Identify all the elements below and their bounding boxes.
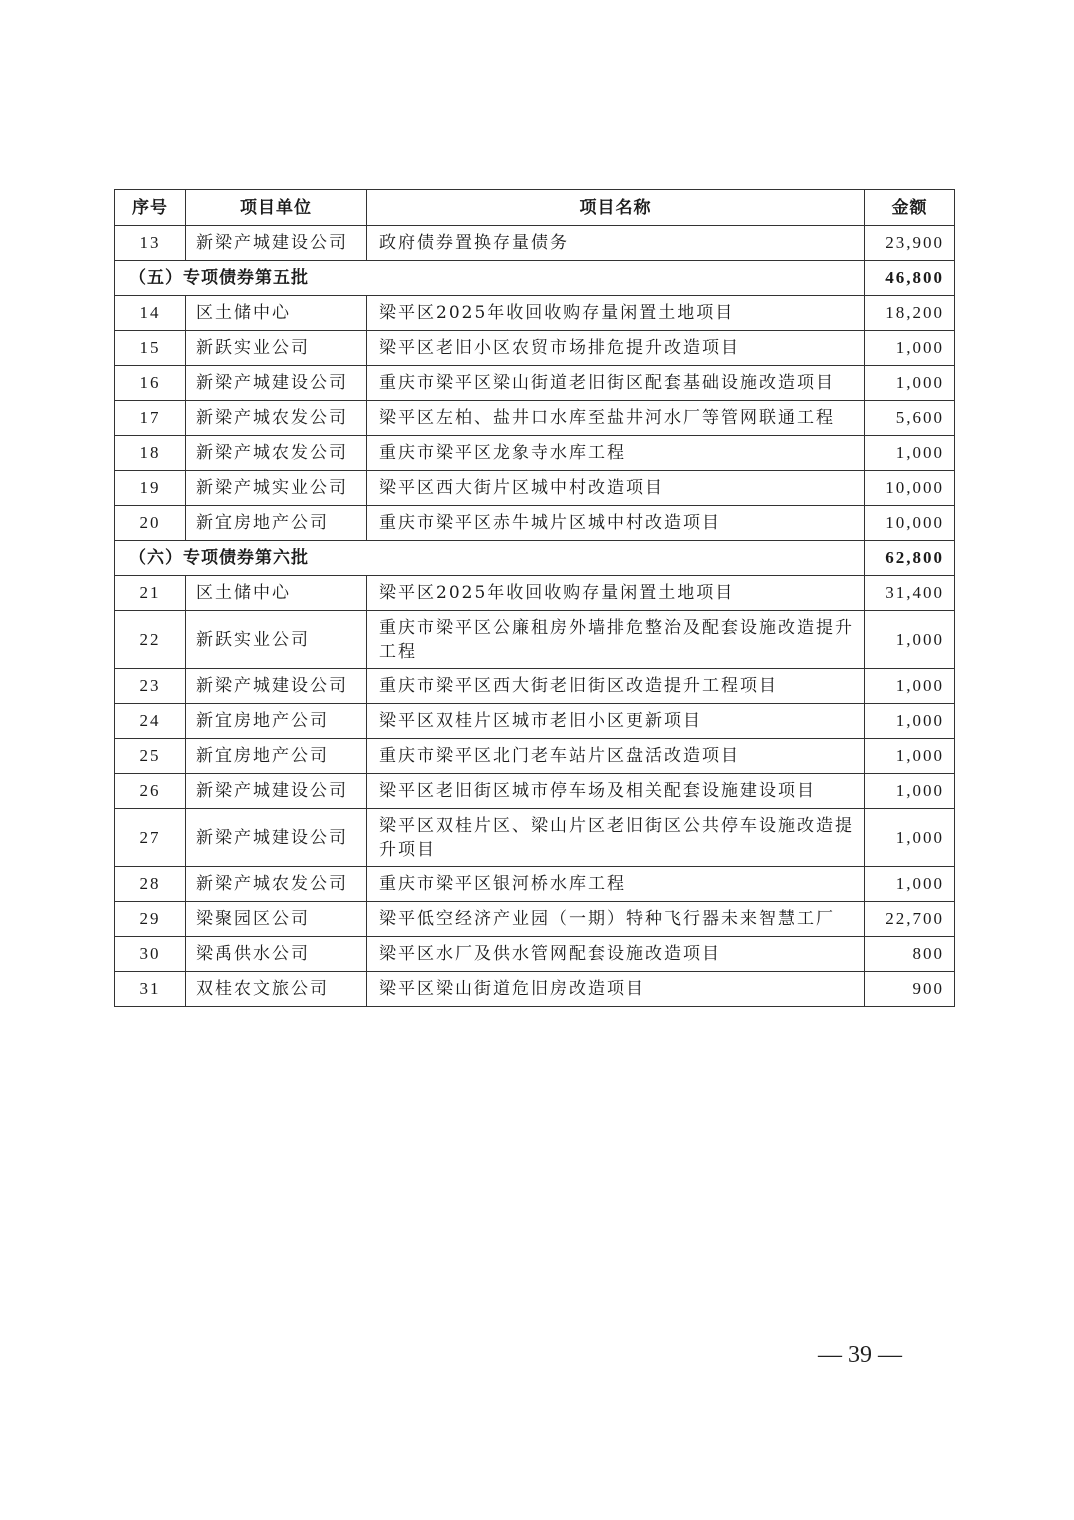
project-unit: 新梁产城实业公司 (186, 471, 367, 506)
row-number: 30 (115, 937, 186, 972)
project-amount: 5,600 (865, 401, 955, 436)
project-unit: 新梁产城农发公司 (186, 867, 367, 902)
project-unit: 新梁产城建设公司 (186, 226, 367, 261)
project-name: 梁平区老旧小区农贸市场排危提升改造项目 (367, 331, 865, 366)
table-row (115, 809, 955, 867)
project-unit: 新跃实业公司 (186, 331, 367, 366)
row-number: 23 (115, 669, 186, 704)
section-amount: 62,800 (865, 541, 955, 576)
table-row (115, 436, 955, 471)
project-amount: 10,000 (865, 471, 955, 506)
project-unit: 新宜房地产公司 (186, 506, 367, 541)
project-unit: 梁聚园区公司 (186, 902, 367, 937)
section-row (115, 261, 955, 296)
table-body (115, 226, 955, 1007)
project-name: 政府债券置换存量债务 (367, 226, 865, 261)
table-row (115, 331, 955, 366)
row-number: 31 (115, 972, 186, 1007)
project-amount: 900 (865, 972, 955, 1007)
header-name: 项目名称 (367, 190, 865, 226)
row-number: 27 (115, 809, 186, 867)
project-unit: 新梁产城建设公司 (186, 809, 367, 867)
project-amount: 800 (865, 937, 955, 972)
table-row (115, 296, 955, 331)
project-amount: 1,000 (865, 331, 955, 366)
project-name: 重庆市梁平区公廉租房外墙排危整治及配套设施改造提升工程 (367, 611, 865, 669)
project-amount: 22,700 (865, 902, 955, 937)
project-amount: 1,000 (865, 774, 955, 809)
section-amount: 46,800 (865, 261, 955, 296)
project-name: 梁平区西大街片区城中村改造项目 (367, 471, 865, 506)
section-row (115, 541, 955, 576)
row-number: 18 (115, 436, 186, 471)
row-number: 17 (115, 401, 186, 436)
project-unit: 新梁产城建设公司 (186, 366, 367, 401)
project-name: 梁平区水厂及供水管网配套设施改造项目 (367, 937, 865, 972)
row-number: 16 (115, 366, 186, 401)
project-unit: 梁禹供水公司 (186, 937, 367, 972)
project-amount: 1,000 (865, 704, 955, 739)
project-amount: 23,900 (865, 226, 955, 261)
project-name: 梁平区老旧街区城市停车场及相关配套设施建设项目 (367, 774, 865, 809)
section-label: （五）专项债券第五批 (115, 261, 865, 296)
row-number: 26 (115, 774, 186, 809)
row-number: 28 (115, 867, 186, 902)
project-name: 梁平区梁山街道危旧房改造项目 (367, 972, 865, 1007)
header-amount: 金额 (865, 190, 955, 226)
table-row (115, 902, 955, 937)
row-number: 19 (115, 471, 186, 506)
row-number: 20 (115, 506, 186, 541)
project-amount: 1,000 (865, 436, 955, 471)
project-name: 梁平区双桂片区、梁山片区老旧街区公共停车设施改造提升项目 (367, 809, 865, 867)
table-row (115, 774, 955, 809)
table-row (115, 471, 955, 506)
project-name: 重庆市梁平区西大街老旧街区改造提升工程项目 (367, 669, 865, 704)
row-number: 25 (115, 739, 186, 774)
project-unit: 新宜房地产公司 (186, 739, 367, 774)
project-unit: 新梁产城农发公司 (186, 436, 367, 471)
row-number: 15 (115, 331, 186, 366)
table-row (115, 506, 955, 541)
header-unit: 项目单位 (186, 190, 367, 226)
row-number: 29 (115, 902, 186, 937)
project-amount: 1,000 (865, 611, 955, 669)
row-number: 24 (115, 704, 186, 739)
project-amount: 1,000 (865, 366, 955, 401)
project-name: 重庆市梁平区龙象寺水库工程 (367, 436, 865, 471)
section-label: （六）专项债券第六批 (115, 541, 865, 576)
table-row (115, 226, 955, 261)
project-name: 重庆市梁平区梁山街道老旧街区配套基础设施改造项目 (367, 366, 865, 401)
table-row (115, 669, 955, 704)
table-row (115, 739, 955, 774)
project-name: 重庆市梁平区北门老车站片区盘活改造项目 (367, 739, 865, 774)
project-name: 梁平区2025年收回收购存量闲置土地项目 (367, 296, 865, 331)
project-name: 梁平区左柏、盐井口水库至盐井河水厂等管网联通工程 (367, 401, 865, 436)
project-amount: 1,000 (865, 739, 955, 774)
project-amount: 1,000 (865, 867, 955, 902)
table-row (115, 576, 955, 611)
table-row (115, 704, 955, 739)
project-name: 重庆市梁平区银河桥水库工程 (367, 867, 865, 902)
table-row (115, 366, 955, 401)
project-amount: 1,000 (865, 809, 955, 867)
row-number: 22 (115, 611, 186, 669)
project-name: 重庆市梁平区赤牛城片区城中村改造项目 (367, 506, 865, 541)
row-number: 14 (115, 296, 186, 331)
project-amount: 1,000 (865, 669, 955, 704)
table-row (115, 867, 955, 902)
project-unit: 新梁产城建设公司 (186, 669, 367, 704)
project-unit: 区土储中心 (186, 296, 367, 331)
table-row (115, 937, 955, 972)
project-name: 梁平区双桂片区城市老旧小区更新项目 (367, 704, 865, 739)
row-number: 21 (115, 576, 186, 611)
project-amount: 31,400 (865, 576, 955, 611)
project-amount: 10,000 (865, 506, 955, 541)
table-header-row (115, 190, 955, 226)
project-amount: 18,200 (865, 296, 955, 331)
project-unit: 区土储中心 (186, 576, 367, 611)
row-number: 13 (115, 226, 186, 261)
project-unit: 双桂农文旅公司 (186, 972, 367, 1007)
project-name: 梁平低空经济产业园（一期）特种飞行器未来智慧工厂 (367, 902, 865, 937)
project-unit: 新梁产城建设公司 (186, 774, 367, 809)
header-no: 序号 (115, 190, 186, 226)
table-row (115, 972, 955, 1007)
table-row (115, 401, 955, 436)
project-name: 梁平区2025年收回收购存量闲置土地项目 (367, 576, 865, 611)
project-table (114, 189, 955, 1007)
page-number: — 39 — (818, 1342, 902, 1368)
project-unit: 新梁产城农发公司 (186, 401, 367, 436)
project-unit: 新宜房地产公司 (186, 704, 367, 739)
table-row (115, 611, 955, 669)
project-unit: 新跃实业公司 (186, 611, 367, 669)
